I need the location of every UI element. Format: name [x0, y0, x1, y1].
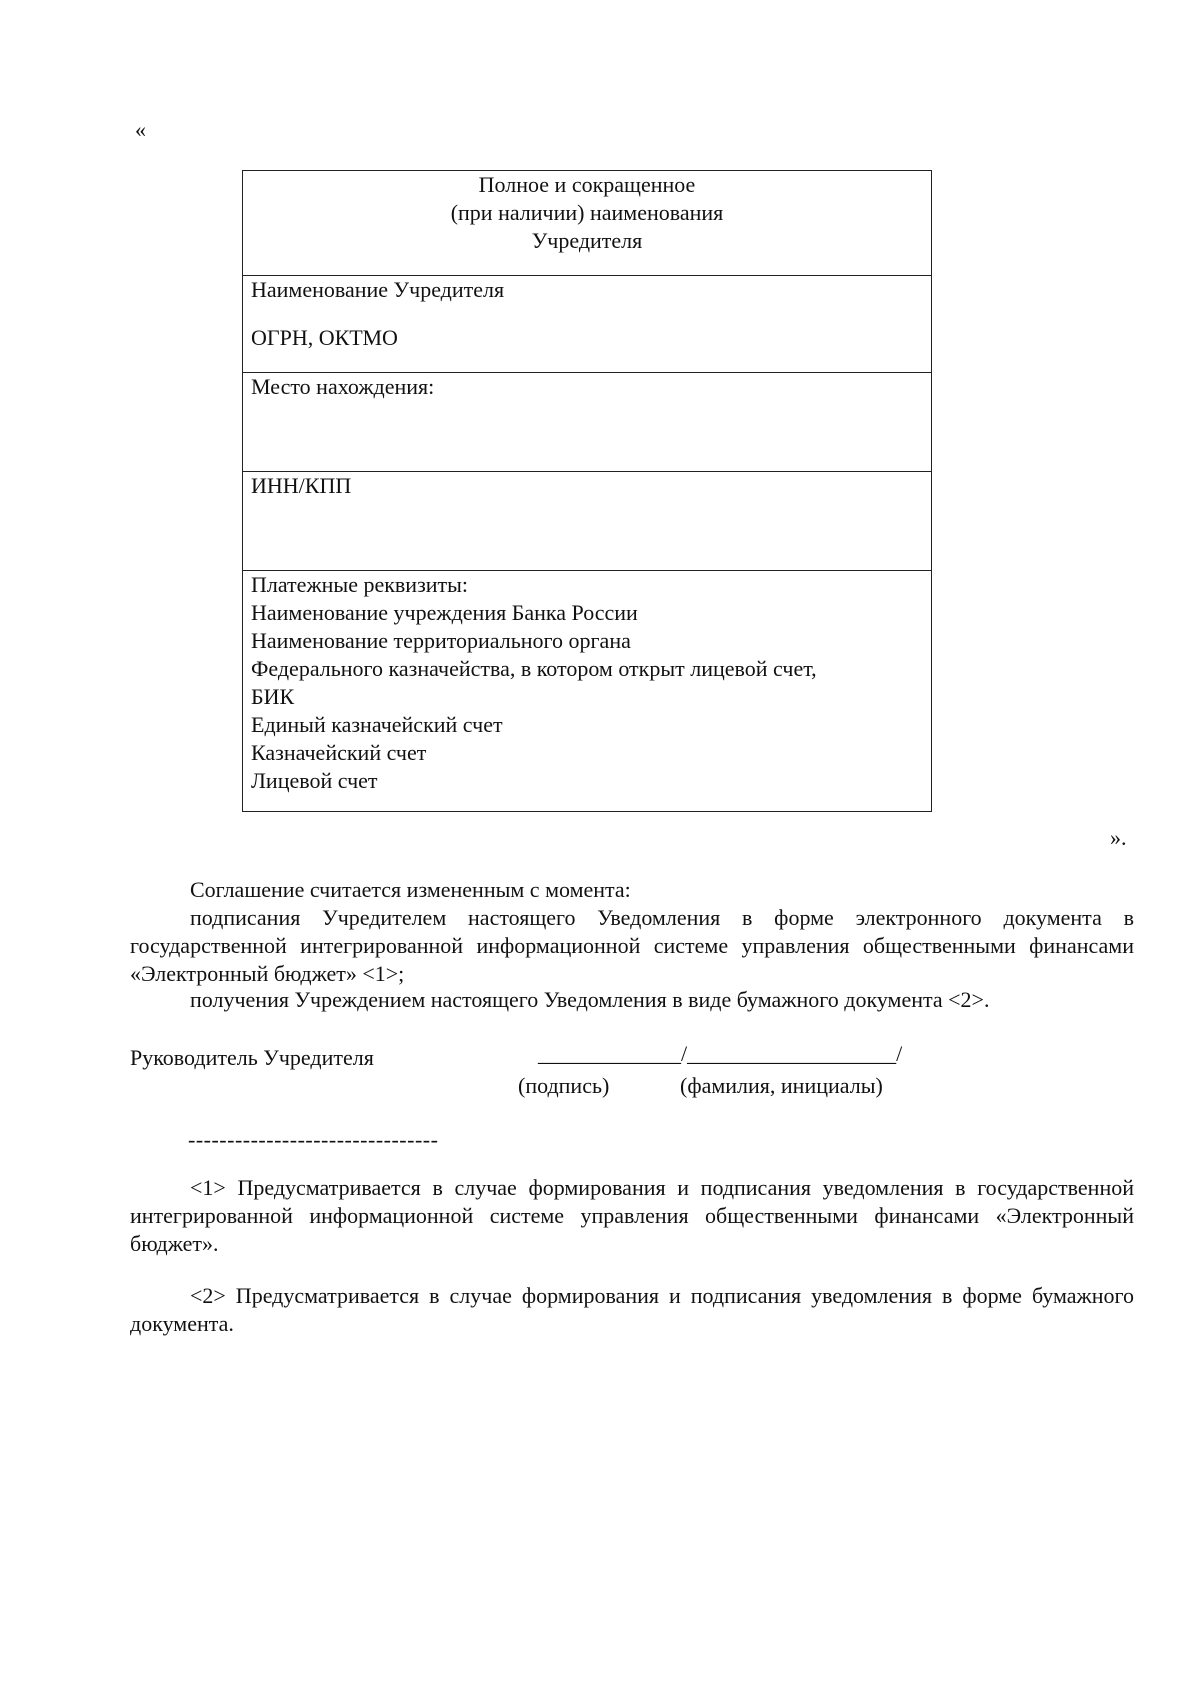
payment-line: Платежные реквизиты: [251, 572, 469, 597]
location-cell [243, 373, 932, 472]
header-line: (при наличии) наименования [450, 200, 724, 225]
electronic-signing-paragraph: подписания Учредителем настоящего Уведомления в форме электронного документа в государственной интегрированной информационной системе управления общественными финансами «Электронный бюджет» <1>; [130, 905, 1134, 986]
opening-quote: « [135, 117, 146, 142]
payment-details-cell [243, 571, 932, 812]
table-header-cell [243, 171, 932, 276]
change-intro-paragraph: Соглашение считается измененным с момента: [190, 877, 631, 902]
footnote-separator: -------------------------------- [188, 1127, 439, 1152]
requisites-table [242, 170, 932, 812]
inn-kpp-label: ИНН/КПП [251, 473, 352, 498]
header-line: Учредителя [531, 228, 643, 253]
closing-quote: ». [1110, 825, 1127, 850]
name-caption: (фамилия, инициалы) [680, 1073, 883, 1098]
payment-line: Наименование учреждения Банка России [251, 600, 638, 625]
payment-line: БИК [251, 684, 295, 709]
signature-line: _____________/___________________/ [538, 1041, 903, 1066]
founder-name-label: Наименование Учредителя [251, 277, 505, 302]
signatory-label: Руководитель Учредителя [130, 1045, 374, 1070]
footnote-1: <1> Предусматривается в случае формирования и подписания уведомления в государственной интегрированной информационной системе управления общественными финансами «Электронный бюджет». [130, 1175, 1134, 1256]
founder-name-cell [243, 276, 932, 373]
header-line: Полное и сокращенное [478, 172, 696, 197]
footnote-2: <2> Предусматривается в случае формирования и подписания уведомления в форме бумажного документа. [130, 1283, 1134, 1336]
payment-line: Наименование территориального органа [251, 628, 631, 653]
payment-line: Единый казначейский счет [251, 712, 503, 737]
inn-kpp-cell [243, 472, 932, 571]
payment-line: Казначейский счет [251, 740, 427, 765]
payment-line: Федерального казначейства, в котором открыт лицевой счет, [251, 656, 817, 681]
location-label: Место нахождения: [251, 374, 435, 399]
paper-receipt-paragraph: получения Учреждением настоящего Уведомления в виде бумажного документа <2>. [190, 987, 990, 1012]
ogrn-oktmo-label: ОГРН, ОКТМО [251, 325, 398, 350]
signature-caption: (подпись) [518, 1073, 610, 1098]
payment-line: Лицевой счет [251, 768, 378, 793]
